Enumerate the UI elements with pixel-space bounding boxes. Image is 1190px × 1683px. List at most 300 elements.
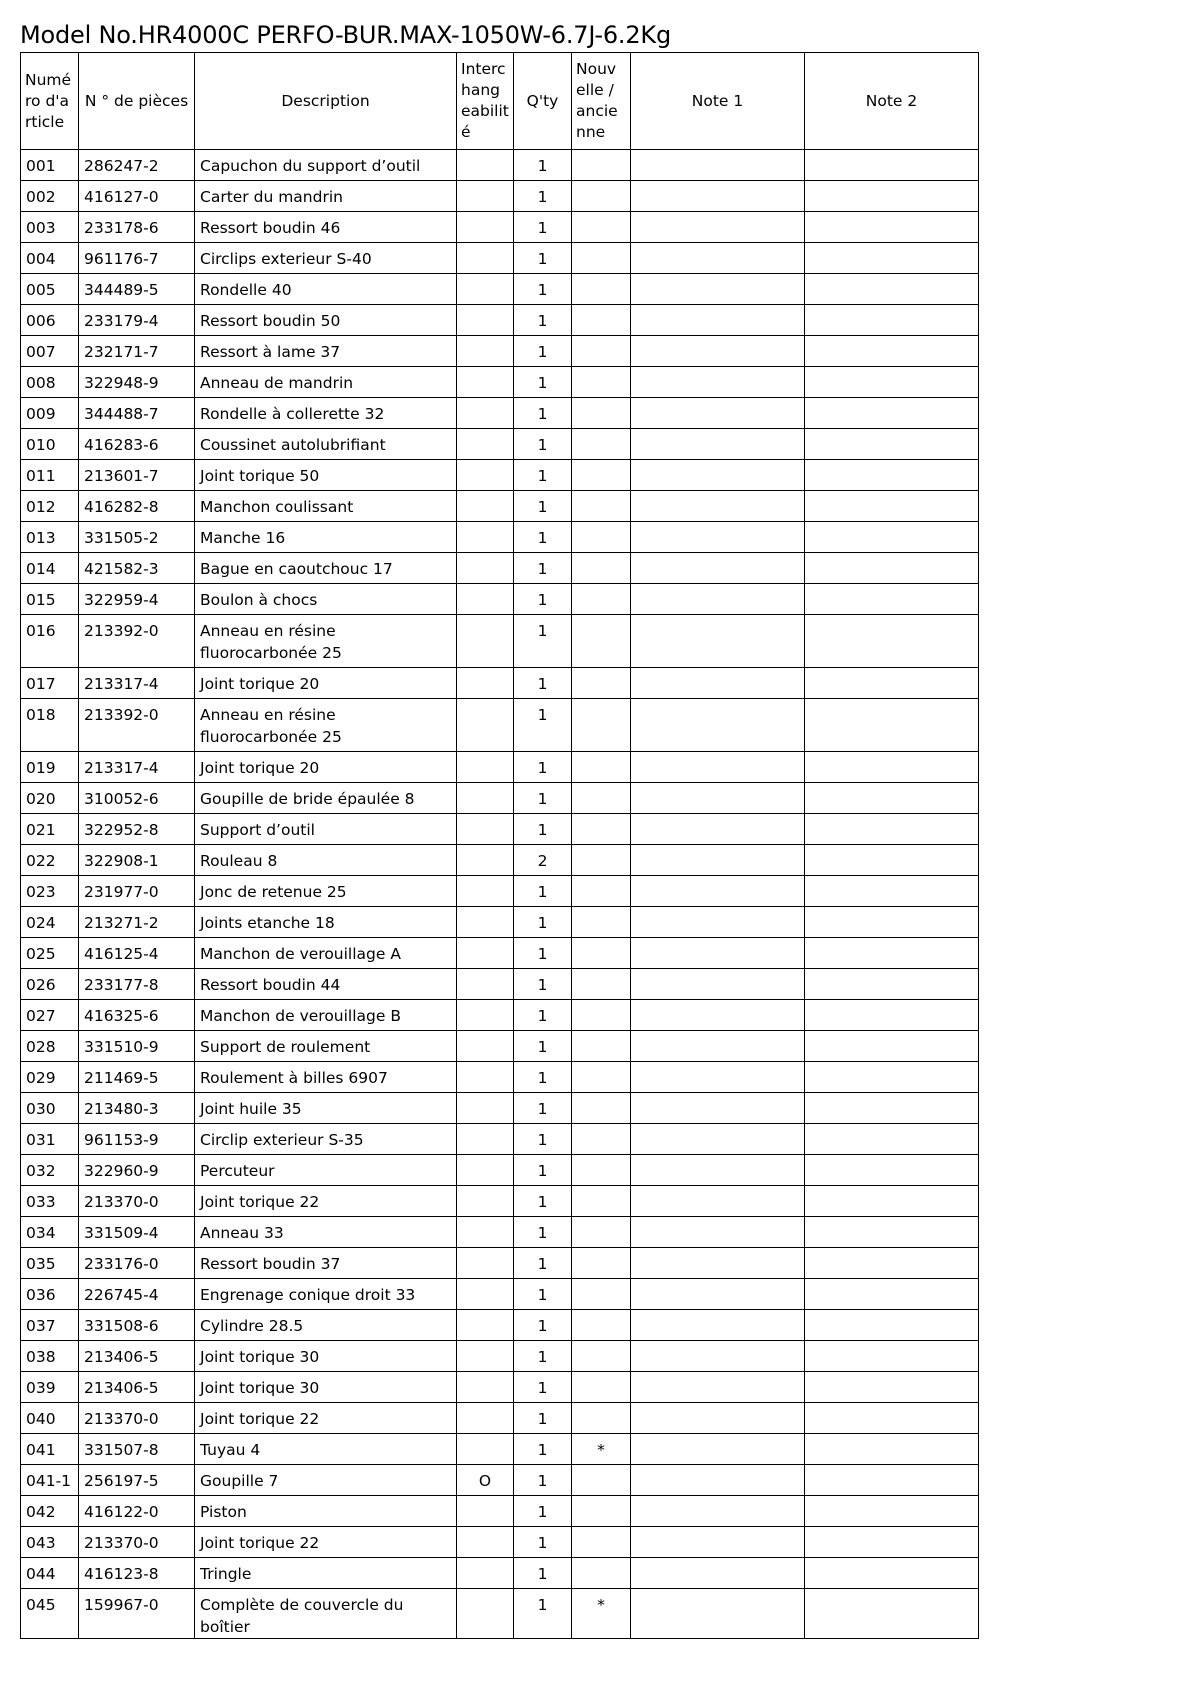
note-1-cell xyxy=(631,1465,805,1496)
item-number-cell: 040 xyxy=(21,1403,79,1434)
quantity-cell: 1 xyxy=(514,699,572,752)
interchangeability-cell xyxy=(457,1093,514,1124)
table-row xyxy=(21,1279,979,1310)
part-number-cell: 416123-8 xyxy=(79,1558,195,1589)
description-cell: Carter du mandrin xyxy=(195,181,457,212)
item-number-cell: 037 xyxy=(21,1310,79,1341)
description-cell: Rouleau 8 xyxy=(195,845,457,876)
interchangeability-cell xyxy=(457,752,514,783)
item-number-cell: 024 xyxy=(21,907,79,938)
description-cell: Engrenage conique droit 33 xyxy=(195,1279,457,1310)
item-number-cell: 025 xyxy=(21,938,79,969)
table-row xyxy=(21,1465,979,1496)
note-2-cell xyxy=(805,1434,979,1465)
note-1-cell xyxy=(631,1527,805,1558)
item-number-cell: 021 xyxy=(21,814,79,845)
description-cell: Manchon coulissant xyxy=(195,491,457,522)
note-1-cell xyxy=(631,1186,805,1217)
description-cell: Ressort boudin 46 xyxy=(195,212,457,243)
quantity-cell: 1 xyxy=(514,1496,572,1527)
note-2-cell xyxy=(805,1124,979,1155)
note-2-cell xyxy=(805,969,979,1000)
quantity-cell: 1 xyxy=(514,938,572,969)
new-old-cell xyxy=(572,845,631,876)
description-cell: Manchon de verouillage B xyxy=(195,1000,457,1031)
part-number-cell: 322952-8 xyxy=(79,814,195,845)
quantity-cell: 1 xyxy=(514,243,572,274)
header-description: Description xyxy=(195,53,457,150)
note-1-cell xyxy=(631,1031,805,1062)
item-number-cell: 010 xyxy=(21,429,79,460)
note-2-cell xyxy=(805,584,979,615)
table-row xyxy=(21,584,979,615)
note-2-cell xyxy=(805,336,979,367)
header-note-2: Note 2 xyxy=(805,53,979,150)
interchangeability-cell xyxy=(457,1124,514,1155)
note-1-cell xyxy=(631,876,805,907)
description-cell: Joint huile 35 xyxy=(195,1093,457,1124)
note-2-cell xyxy=(805,398,979,429)
item-number-cell: 036 xyxy=(21,1279,79,1310)
part-number-cell: 310052-6 xyxy=(79,783,195,814)
quantity-cell: 1 xyxy=(514,1186,572,1217)
description-cell: Bague en caoutchouc 17 xyxy=(195,553,457,584)
interchangeability-cell xyxy=(457,1527,514,1558)
quantity-cell: 2 xyxy=(514,845,572,876)
table-row xyxy=(21,938,979,969)
part-number-cell: 213271-2 xyxy=(79,907,195,938)
part-number-cell: 286247-2 xyxy=(79,150,195,181)
description-cell: Manche 16 xyxy=(195,522,457,553)
note-2-cell xyxy=(805,1310,979,1341)
note-1-cell xyxy=(631,1341,805,1372)
interchangeability-cell xyxy=(457,243,514,274)
new-old-cell xyxy=(572,1279,631,1310)
item-number-cell: 027 xyxy=(21,1000,79,1031)
interchangeability-cell xyxy=(457,522,514,553)
table-row xyxy=(21,907,979,938)
part-number-cell: 416127-0 xyxy=(79,181,195,212)
interchangeability-cell xyxy=(457,938,514,969)
interchangeability-cell xyxy=(457,1403,514,1434)
note-2-cell xyxy=(805,1403,979,1434)
description-cell: Ressort à lame 37 xyxy=(195,336,457,367)
note-1-cell xyxy=(631,783,805,814)
interchangeability-cell xyxy=(457,1031,514,1062)
new-old-cell xyxy=(572,460,631,491)
quantity-cell: 1 xyxy=(514,1434,572,1465)
part-number-cell: 233178-6 xyxy=(79,212,195,243)
interchangeability-cell xyxy=(457,1558,514,1589)
note-2-cell xyxy=(805,181,979,212)
description-cell: Anneau 33 xyxy=(195,1217,457,1248)
new-old-cell xyxy=(572,1124,631,1155)
new-old-cell xyxy=(572,699,631,752)
description-cell: Boulon à chocs xyxy=(195,584,457,615)
new-old-cell xyxy=(572,1062,631,1093)
table-row xyxy=(21,699,979,752)
quantity-cell: 1 xyxy=(514,367,572,398)
description-cell: Capuchon du support d’outil xyxy=(195,150,457,181)
quantity-cell: 1 xyxy=(514,814,572,845)
new-old-cell xyxy=(572,367,631,398)
table-row xyxy=(21,1527,979,1558)
table-row xyxy=(21,181,979,212)
interchangeability-cell xyxy=(457,1217,514,1248)
interchangeability-cell xyxy=(457,1310,514,1341)
interchangeability-cell xyxy=(457,699,514,752)
table-row xyxy=(21,460,979,491)
description-cell: Joints etanche 18 xyxy=(195,907,457,938)
description-cell: Roulement à billes 6907 xyxy=(195,1062,457,1093)
part-number-cell: 331509-4 xyxy=(79,1217,195,1248)
part-number-cell: 344489-5 xyxy=(79,274,195,305)
table-row xyxy=(21,1000,979,1031)
note-1-cell xyxy=(631,1372,805,1403)
note-2-cell xyxy=(805,1000,979,1031)
note-1-cell xyxy=(631,1062,805,1093)
part-number-cell: 226745-4 xyxy=(79,1279,195,1310)
table-row xyxy=(21,429,979,460)
item-number-cell: 001 xyxy=(21,150,79,181)
description-cell: Tuyau 4 xyxy=(195,1434,457,1465)
note-2-cell xyxy=(805,1341,979,1372)
new-old-cell xyxy=(572,398,631,429)
table-row xyxy=(21,1496,979,1527)
note-2-cell xyxy=(805,876,979,907)
note-2-cell xyxy=(805,1372,979,1403)
new-old-cell xyxy=(572,1217,631,1248)
note-1-cell xyxy=(631,1434,805,1465)
part-number-cell: 213406-5 xyxy=(79,1372,195,1403)
new-old-cell xyxy=(572,938,631,969)
part-number-cell: 322948-9 xyxy=(79,367,195,398)
description-cell: Ressort boudin 50 xyxy=(195,305,457,336)
note-1-cell xyxy=(631,1310,805,1341)
new-old-cell xyxy=(572,491,631,522)
table-row xyxy=(21,876,979,907)
new-old-cell xyxy=(572,1527,631,1558)
interchangeability-cell xyxy=(457,553,514,584)
part-number-cell: 322908-1 xyxy=(79,845,195,876)
interchangeability-cell xyxy=(457,1434,514,1465)
new-old-cell xyxy=(572,814,631,845)
interchangeability-cell xyxy=(457,814,514,845)
item-number-cell: 042 xyxy=(21,1496,79,1527)
table-row xyxy=(21,668,979,699)
new-old-cell xyxy=(572,752,631,783)
new-old-cell xyxy=(572,876,631,907)
new-old-cell xyxy=(572,305,631,336)
interchangeability-cell xyxy=(457,1279,514,1310)
interchangeability-cell xyxy=(457,150,514,181)
quantity-cell: 1 xyxy=(514,1279,572,1310)
note-1-cell xyxy=(631,1217,805,1248)
note-2-cell xyxy=(805,668,979,699)
note-1-cell xyxy=(631,752,805,783)
new-old-cell xyxy=(572,274,631,305)
new-old-cell xyxy=(572,212,631,243)
new-old-cell xyxy=(572,553,631,584)
part-number-cell: 159967-0 xyxy=(79,1589,195,1639)
part-number-cell: 213317-4 xyxy=(79,752,195,783)
note-2-cell xyxy=(805,305,979,336)
table-row xyxy=(21,553,979,584)
note-2-cell xyxy=(805,429,979,460)
part-number-cell: 961176-7 xyxy=(79,243,195,274)
description-cell: Joint torique 20 xyxy=(195,752,457,783)
part-number-cell: 256197-5 xyxy=(79,1465,195,1496)
note-1-cell xyxy=(631,1155,805,1186)
new-old-cell xyxy=(572,1372,631,1403)
interchangeability-cell xyxy=(457,398,514,429)
part-number-cell: 213392-0 xyxy=(79,699,195,752)
new-old-cell xyxy=(572,783,631,814)
note-1-cell xyxy=(631,305,805,336)
interchangeability-cell xyxy=(457,1496,514,1527)
table-row xyxy=(21,845,979,876)
description-cell: Joint torique 50 xyxy=(195,460,457,491)
part-number-cell: 416122-0 xyxy=(79,1496,195,1527)
table-row xyxy=(21,367,979,398)
quantity-cell: 1 xyxy=(514,969,572,1000)
interchangeability-cell xyxy=(457,845,514,876)
note-1-cell xyxy=(631,814,805,845)
note-2-cell xyxy=(805,1248,979,1279)
item-number-cell: 032 xyxy=(21,1155,79,1186)
table-row xyxy=(21,814,979,845)
note-1-cell xyxy=(631,491,805,522)
note-1-cell xyxy=(631,699,805,752)
new-old-cell xyxy=(572,1403,631,1434)
new-old-cell: * xyxy=(572,1589,631,1639)
parts-table xyxy=(20,52,979,1639)
item-number-cell: 029 xyxy=(21,1062,79,1093)
note-2-cell xyxy=(805,752,979,783)
item-number-cell: 026 xyxy=(21,969,79,1000)
part-number-cell: 233177-8 xyxy=(79,969,195,1000)
item-number-cell: 005 xyxy=(21,274,79,305)
item-number-cell: 041-1 xyxy=(21,1465,79,1496)
part-number-cell: 231977-0 xyxy=(79,876,195,907)
description-cell: Rondelle 40 xyxy=(195,274,457,305)
quantity-cell: 1 xyxy=(514,1031,572,1062)
item-number-cell: 022 xyxy=(21,845,79,876)
item-number-cell: 012 xyxy=(21,491,79,522)
table-row xyxy=(21,1310,979,1341)
note-1-cell xyxy=(631,615,805,668)
item-number-cell: 007 xyxy=(21,336,79,367)
item-number-cell: 043 xyxy=(21,1527,79,1558)
note-2-cell xyxy=(805,1558,979,1589)
note-1-cell xyxy=(631,1248,805,1279)
table-row xyxy=(21,1248,979,1279)
note-2-cell xyxy=(805,1031,979,1062)
description-cell: Circlips exterieur S-40 xyxy=(195,243,457,274)
quantity-cell: 1 xyxy=(514,1062,572,1093)
note-2-cell xyxy=(805,274,979,305)
part-number-cell: 344488-7 xyxy=(79,398,195,429)
quantity-cell: 1 xyxy=(514,522,572,553)
interchangeability-cell xyxy=(457,584,514,615)
part-number-cell: 322959-4 xyxy=(79,584,195,615)
header-item-number: Numé ro d'a rticle xyxy=(21,53,79,150)
note-1-cell xyxy=(631,274,805,305)
table-row xyxy=(21,491,979,522)
item-number-cell: 038 xyxy=(21,1341,79,1372)
table-row xyxy=(21,783,979,814)
note-2-cell xyxy=(805,783,979,814)
note-2-cell xyxy=(805,907,979,938)
new-old-cell xyxy=(572,1031,631,1062)
note-2-cell xyxy=(805,845,979,876)
note-2-cell xyxy=(805,699,979,752)
note-2-cell xyxy=(805,1155,979,1186)
part-number-cell: 416282-8 xyxy=(79,491,195,522)
new-old-cell xyxy=(572,1093,631,1124)
part-number-cell: 211469-5 xyxy=(79,1062,195,1093)
quantity-cell: 1 xyxy=(514,1372,572,1403)
new-old-cell xyxy=(572,615,631,668)
new-old-cell xyxy=(572,1000,631,1031)
table-row xyxy=(21,1093,979,1124)
item-number-cell: 034 xyxy=(21,1217,79,1248)
table-row xyxy=(21,1372,979,1403)
quantity-cell: 1 xyxy=(514,1248,572,1279)
description-cell: Cylindre 28.5 xyxy=(195,1310,457,1341)
interchangeability-cell xyxy=(457,429,514,460)
item-number-cell: 020 xyxy=(21,783,79,814)
interchangeability-cell xyxy=(457,274,514,305)
quantity-cell: 1 xyxy=(514,1465,572,1496)
note-1-cell xyxy=(631,938,805,969)
note-1-cell xyxy=(631,1558,805,1589)
note-1-cell xyxy=(631,1279,805,1310)
description-cell: Piston xyxy=(195,1496,457,1527)
quantity-cell: 1 xyxy=(514,1310,572,1341)
table-row xyxy=(21,1403,979,1434)
table-row xyxy=(21,1341,979,1372)
note-1-cell xyxy=(631,1496,805,1527)
interchangeability-cell xyxy=(457,212,514,243)
header-part-number: N ° de pièces xyxy=(79,53,195,150)
quantity-cell: 1 xyxy=(514,876,572,907)
description-cell: Rondelle à collerette 32 xyxy=(195,398,457,429)
interchangeability-cell xyxy=(457,1186,514,1217)
description-cell: Anneau en résine fluorocarbonée 25 xyxy=(195,615,457,668)
table-row xyxy=(21,274,979,305)
note-1-cell xyxy=(631,522,805,553)
quantity-cell: 1 xyxy=(514,783,572,814)
part-number-cell: 322960-9 xyxy=(79,1155,195,1186)
quantity-cell: 1 xyxy=(514,336,572,367)
new-old-cell xyxy=(572,1341,631,1372)
quantity-cell: 1 xyxy=(514,150,572,181)
quantity-cell: 1 xyxy=(514,1558,572,1589)
note-1-cell xyxy=(631,907,805,938)
note-2-cell xyxy=(805,1093,979,1124)
quantity-cell: 1 xyxy=(514,907,572,938)
quantity-cell: 1 xyxy=(514,491,572,522)
description-cell: Joint torique 30 xyxy=(195,1341,457,1372)
note-2-cell xyxy=(805,1589,979,1639)
note-2-cell xyxy=(805,1527,979,1558)
description-cell: Goupille de bride épaulée 8 xyxy=(195,783,457,814)
description-cell: Jonc de retenue 25 xyxy=(195,876,457,907)
part-number-cell: 961153-9 xyxy=(79,1124,195,1155)
note-1-cell xyxy=(631,1124,805,1155)
table-row xyxy=(21,1155,979,1186)
interchangeability-cell xyxy=(457,1000,514,1031)
new-old-cell xyxy=(572,1310,631,1341)
item-number-cell: 019 xyxy=(21,752,79,783)
new-old-cell xyxy=(572,907,631,938)
table-row xyxy=(21,1124,979,1155)
note-2-cell xyxy=(805,1496,979,1527)
item-number-cell: 002 xyxy=(21,181,79,212)
table-row xyxy=(21,150,979,181)
note-2-cell xyxy=(805,212,979,243)
description-cell: Support de roulement xyxy=(195,1031,457,1062)
table-row xyxy=(21,212,979,243)
new-old-cell xyxy=(572,336,631,367)
note-2-cell xyxy=(805,938,979,969)
item-number-cell: 013 xyxy=(21,522,79,553)
description-cell: Goupille 7 xyxy=(195,1465,457,1496)
note-1-cell xyxy=(631,367,805,398)
note-1-cell xyxy=(631,212,805,243)
description-cell: Circlip exterieur S-35 xyxy=(195,1124,457,1155)
note-2-cell xyxy=(805,615,979,668)
part-number-cell: 331510-9 xyxy=(79,1031,195,1062)
interchangeability-cell xyxy=(457,969,514,1000)
interchangeability-cell xyxy=(457,783,514,814)
note-1-cell xyxy=(631,1403,805,1434)
quantity-cell: 1 xyxy=(514,305,572,336)
header-new-old: Nouv elle / ancie nne xyxy=(572,53,631,150)
description-cell: Ressort boudin 37 xyxy=(195,1248,457,1279)
note-1-cell xyxy=(631,150,805,181)
note-1-cell xyxy=(631,1093,805,1124)
description-cell: Tringle xyxy=(195,1558,457,1589)
part-number-cell: 213392-0 xyxy=(79,615,195,668)
interchangeability-cell xyxy=(457,491,514,522)
note-2-cell xyxy=(805,1186,979,1217)
note-2-cell xyxy=(805,150,979,181)
note-2-cell xyxy=(805,814,979,845)
item-number-cell: 015 xyxy=(21,584,79,615)
interchangeability-cell xyxy=(457,367,514,398)
part-number-cell: 213601-7 xyxy=(79,460,195,491)
quantity-cell: 1 xyxy=(514,615,572,668)
item-number-cell: 023 xyxy=(21,876,79,907)
table-row xyxy=(21,1589,979,1639)
note-1-cell xyxy=(631,429,805,460)
interchangeability-cell xyxy=(457,336,514,367)
part-number-cell: 232171-7 xyxy=(79,336,195,367)
new-old-cell: * xyxy=(572,1434,631,1465)
quantity-cell: 1 xyxy=(514,1217,572,1248)
item-number-cell: 044 xyxy=(21,1558,79,1589)
new-old-cell xyxy=(572,1155,631,1186)
description-cell: Joint torique 22 xyxy=(195,1527,457,1558)
item-number-cell: 041 xyxy=(21,1434,79,1465)
new-old-cell xyxy=(572,969,631,1000)
new-old-cell xyxy=(572,584,631,615)
item-number-cell: 030 xyxy=(21,1093,79,1124)
note-2-cell xyxy=(805,522,979,553)
new-old-cell xyxy=(572,1496,631,1527)
